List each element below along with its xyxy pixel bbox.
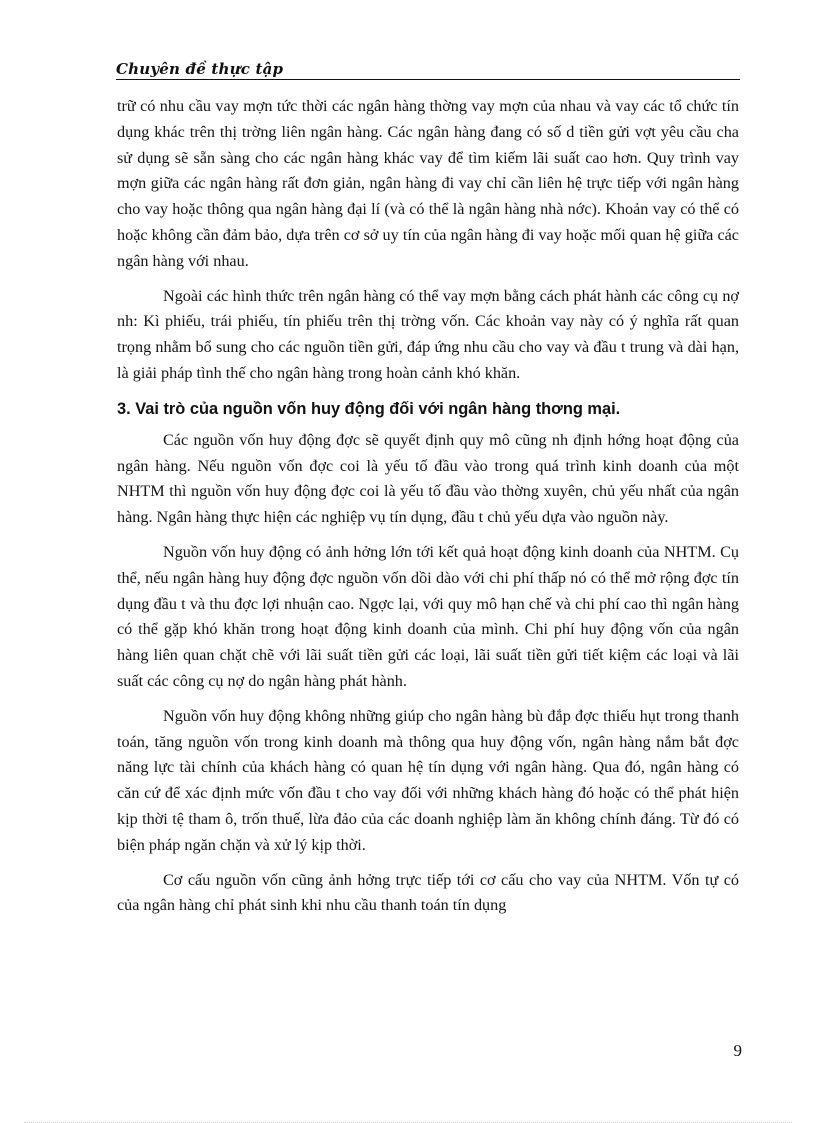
body-text [117,94,739,928]
header-rule [116,79,740,80]
paragraph: Nguồn vốn huy động không những giúp cho ngân hàng bù đắp đợc thiếu hụt trong thanh toán, tăng nguồn vốn trong kinh doanh mà thông qua huy động vốn, ngân hàng nắm bắt đợc năng lực tài chính của khách hàng có quan hệ tín dụng với ngân hàng. Qua đó, ngân hàng có căn cứ để xác định mức vốn đầu t cho vay đối với những khách hàng đó hoặc có thể phát hiện kịp thời tệ tham ô, trốn thuế, lừa đảo của các doanh nghiệp làm ăn không chính đáng. Từ đó có biện pháp ngăn chặn và xử lý kịp thời. [117,706,739,854]
paragraph: Cơ cấu nguồn vốn cũng ảnh hởng trực tiếp tới cơ cấu cho vay của NHTM. Vốn tự có của ngân hàng chỉ phát sinh khi nhu cầu thanh toán tín dụng [117,870,739,915]
paragraph-continued: trữ có nhu cầu vay mợn tức thời các ngân hàng thờng vay mợn của nhau và vay các tổ chức tín dụng khác trên thị trờng liên ngân hàng. Các ngân hàng đang có số d tiền gửi vợt yêu cầu cha sử dụng sẽ sẵn sàng cho các ngân hàng khác vay để tìm kiếm lãi suất cao hơn. Quy trình vay mợn giữa các ngân hàng rất đơn giản, ngân hàng đi vay chỉ cần liên hệ trực tiếp với ngân hàng cho vay hoặc thông qua ngân hàng đại lí (và có thể là ngân hàng nhà nớc). Khoản vay có thể có hoặc không cần đảm bảo, dựa trên cơ sở uy tín của ngân hàng đi vay hoặc mối quan hệ giữa các ngân hàng với nhau. [117,97,739,270]
section-heading: 3. Vai trò của nguồn vốn huy động đối với ngân hàng thơng mại. [117,399,621,418]
running-header: Chuyên đề thực tập [116,60,284,78]
page-number: 9 [733,1041,742,1060]
paragraph: Các nguồn vốn huy động đợc sẽ quyết định quy mô cũng nh định hớng hoạt động của ngân hàng. Nếu nguồn vốn đợc coi là yếu tố đầu vào trong quá trình kinh doanh của một NHTM thì nguồn vốn huy động đợc coi là yếu tố đầu vào thờng xuyên, chủ yếu nhất của ngân hàng. Ngân hàng thực hiện các nghiệp vụ tín dụng, đầu t chủ yếu dựa vào nguồn này. [117,430,739,527]
paragraph: Ngoài các hình thức trên ngân hàng có thể vay mợn bằng cách phát hành các công cụ nợ nh: Kì phiếu, trái phiếu, tín phiếu trên thị trờng vốn. Các khoản vay này có ý nghĩa rất quan trọng nhằm bổ sung cho các nguồn tiền gửi, đáp ứng nhu cầu cho vay và đầu t trung và dài hạn, là giải pháp tình thế cho ngân hàng trong hoàn cảnh khó khăn. [117,286,739,382]
paragraph: Nguồn vốn huy động có ảnh hởng lớn tới kết quả hoạt động kinh doanh của NHTM. Cụ thể, nếu ngân hàng huy động đợc nguồn vốn dồi dào với chi phí thấp nó có thể mở rộng đợc tín dụng đầu t và thu đợc lợi nhuận cao. Ngợc lại, với quy mô hạn chế và chi phí cao thì ngân hàng có thể gặp khó khăn trong hoạt động kinh doanh của mình. Chi phí huy động vốn của ngân hàng liên quan chặt chẽ với lãi suất tiền gửi các loại, lãi suất tiền gửi tiết kiệm các loại và lãi suất các công cụ nợ do ngân hàng phát hành. [117,542,739,690]
